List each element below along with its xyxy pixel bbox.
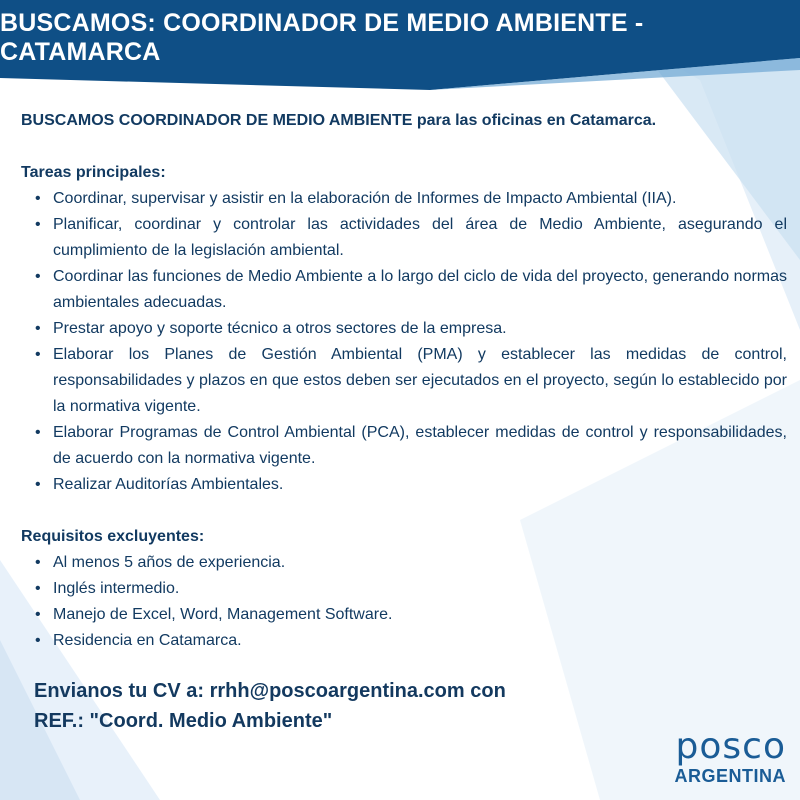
posco-logo bbox=[646, 728, 786, 790]
job-description bbox=[21, 108, 787, 680]
cta-email-line: Envianos tu CV a: rrhh@poscoargentina.com con bbox=[34, 680, 506, 702]
list-item: • Realizar Auditorías Ambientales. bbox=[21, 472, 787, 498]
list-item: • Coordinar, supervisar y asistir en la elaboración de Informes de Impacto Ambiental (IIA). bbox=[21, 186, 787, 212]
intro-rest: para las oficinas en Catamarca. bbox=[412, 112, 657, 129]
tasks-list bbox=[21, 186, 787, 498]
list-item: • Manejo de Excel, Word, Management Software. bbox=[21, 602, 787, 628]
cta-ref-line: REF.: "Coord. Medio Ambiente" bbox=[34, 710, 333, 732]
page-title: BUSCAMOS: COORDINADOR DE MEDIO AMBIENTE - CATAMARCA bbox=[0, 9, 644, 66]
list-item: • Coordinar las funciones de Medio Ambiente a lo largo del ciclo de vida del proyecto, generando normas ambientales adecuadas. bbox=[21, 264, 787, 316]
list-item: • Al menos 5 años de experiencia. bbox=[21, 550, 787, 576]
list-item: • Elaborar Programas de Control Ambiental (PCA), establecer medidas de control y responsabilidades, de acuerdo con la normativa vigente. bbox=[21, 420, 787, 472]
requirements-list bbox=[21, 550, 787, 654]
logo-wordmark: posco bbox=[675, 726, 786, 767]
list-item: • Residencia en Catamarca. bbox=[21, 628, 787, 654]
list-item: • Planificar, coordinar y controlar las actividades del área de Medio Ambiente, asegurando el cumplimiento de la legislación ambiental. bbox=[21, 212, 787, 264]
list-item: • Inglés intermedio. bbox=[21, 576, 787, 602]
list-item: • Prestar apoyo y soporte técnico a otros sectores de la empresa. bbox=[21, 316, 787, 342]
requirements-heading: Requisitos excluyentes: bbox=[21, 528, 205, 545]
tasks-heading: Tareas principales: bbox=[21, 164, 166, 181]
intro-lead: BUSCAMOS COORDINADOR DE MEDIO AMBIENTE bbox=[21, 112, 413, 129]
logo-subtitle: ARGENTINA bbox=[674, 766, 786, 786]
contact-cta bbox=[34, 676, 506, 736]
intro-paragraph bbox=[21, 108, 787, 134]
list-item: • Elaborar los Planes de Gestión Ambiental (PMA) y establecer las medidas de control, responsabilidades y plazos en que estos deben ser ejecutados en el proyecto, según lo establecido por la normativa vigente. bbox=[21, 342, 787, 420]
